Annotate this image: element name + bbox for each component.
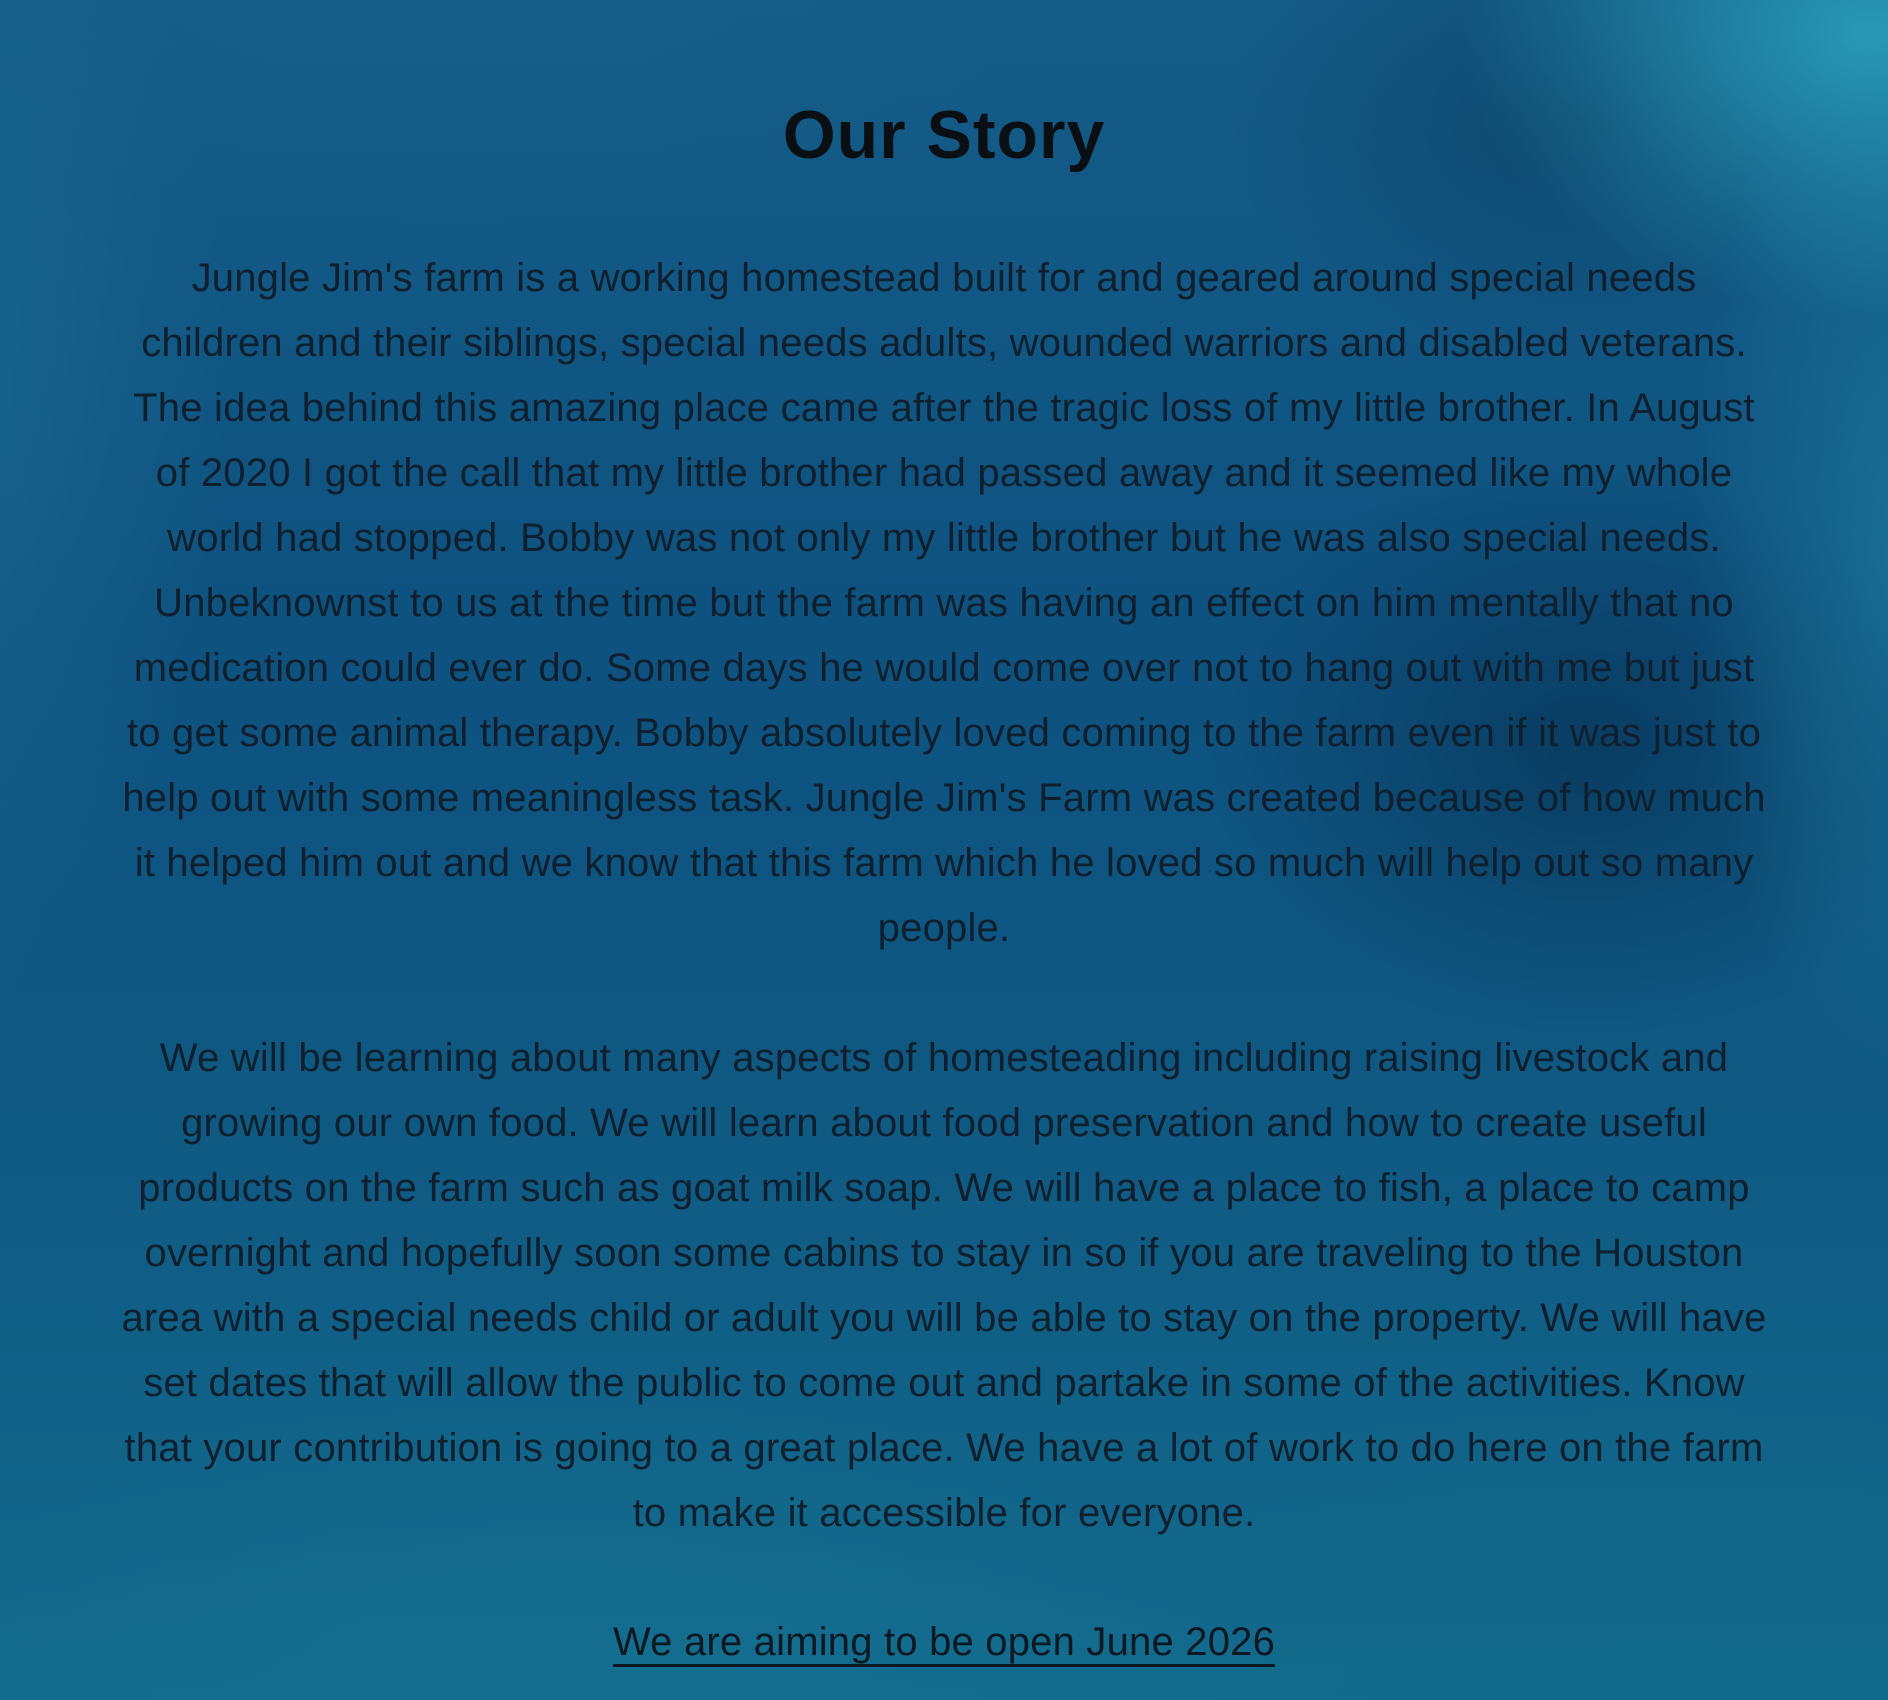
open-date-row (119, 1610, 1769, 1675)
story-paragraph-1: Jungle Jim's farm is a working homestead built for and geared around special needs children and their siblings, special needs adults, wounded warriors and disabled veterans. The idea behind this amazing place came after the tragic loss of my little brother. In August of 2020 I got the call that my little brother had passed away and it seemed like my whole world had stopped. Bobby was not only my little brother but he was also special needs. Unbeknownst to us at the time but the farm was having an effect on him mentally that no medication could ever do. Some days he would come over not to hang out with me but just to get some animal therapy. Bobby absolutely loved coming to the farm even if it was just to help out with some meaningless task. Jungle Jim's Farm was created because of how much it helped him out and we know that this farm which he loved so much will help out so many people. (122, 256, 1766, 950)
open-date-link[interactable]: We are aiming to be open June 2026 (612, 1620, 1276, 1664)
our-story-section (119, 0, 1769, 1675)
page-title: Our Story (782, 97, 1106, 173)
story-paragraph-2: We will be learning about many aspects of homesteading including raising livestock and growing our own food. We will learn about food preservation and how to create useful products on the farm such as goat milk soap. We will have a place to fish, a place to camp overnight and hopefully soon some cabins to stay in so if you are traveling to the Houston area with a special needs child or adult you will be able to stay on the property. We will have set dates that will allow the public to come out and partake in some of the activities. Know that your contribution is going to a great place. We have a lot of work to do here on the farm to make it accessible for everyone. (121, 1036, 1767, 1535)
